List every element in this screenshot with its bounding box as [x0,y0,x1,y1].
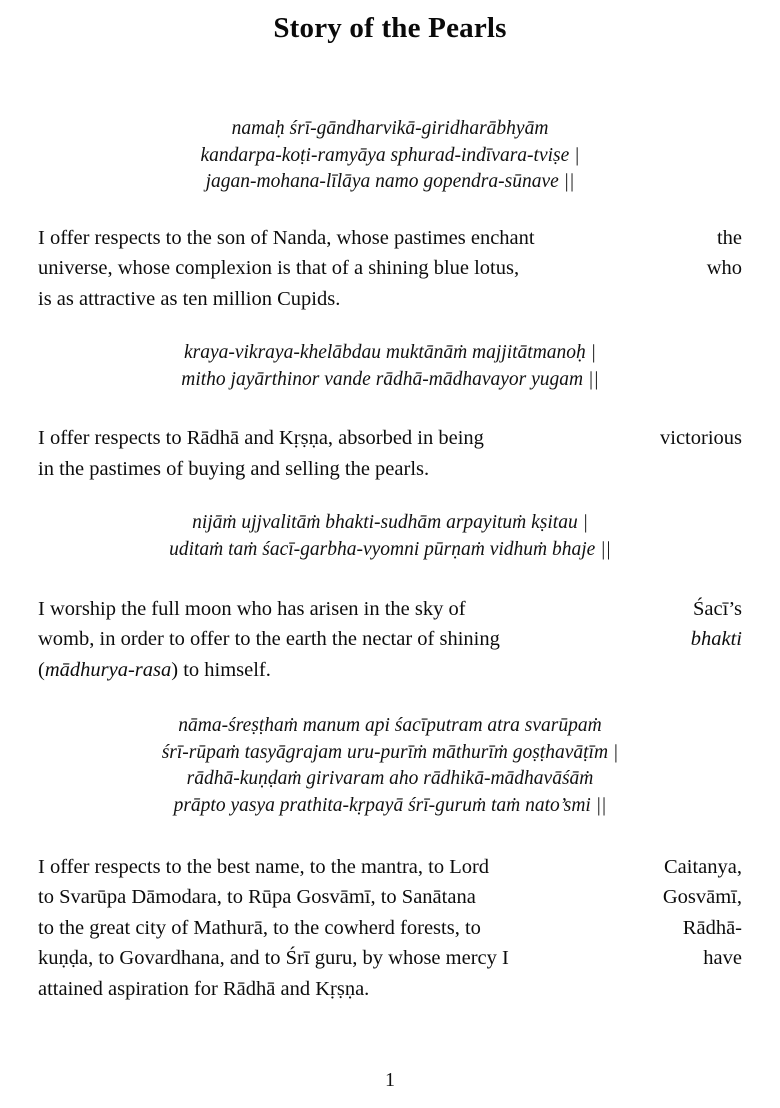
prose-3-line-3: (mādhurya-rasa) to himself. [38,658,271,681]
prose-1-line-2: universe, whose complexion is that of a shining blue lotus, who [38,257,742,280]
prose-2-line-2: in the pastimes of buying and selling the pearls. [38,457,430,480]
prose-4-line-4: kuṇḍa, to Govardhana, and to Śrī guru, by whose mercy I have [38,947,742,970]
prose-paragraph-4 [38,852,742,1005]
verse-3-line-1: nijāṁ ujjvalitāṁ bhakti-sudhām arpayituṁ kṣitau | [192,512,588,534]
prose-3-italic-bhakti: bhakti [690,628,742,651]
verse-block-2 [38,340,742,393]
page-number: 1 [385,1069,395,1091]
prose-1-line-1: I offer respects to the son of Nanda, whose pastimes enchant the [38,226,742,249]
verse-3-line-2: uditaṁ taṁ śacī-garbha-vyomni pūrṇaṁ vidhuṁ bhaje || [169,539,611,561]
prose-4-line-2: to Svarūpa Dāmodara, to Rūpa Gosvāmī, to Sanātana Gosvāmī, [38,886,742,909]
prose-3-line-1: I worship the full moon who has arisen in the sky of Śacī’s [38,597,742,620]
prose-4-line-5: attained aspiration for Rādhā and Kṛṣṇa. [38,977,370,1000]
verse-1-line-3: jagan-mohana-līlāya namo gopendra-sūnave || [205,171,575,193]
prose-paragraph-2 [38,423,742,484]
verse-2-line-1: kraya-vikraya-khelābdau muktānāṁ majjitātmanoḥ | [183,342,597,364]
page-title: Story of the Pearls [273,12,507,44]
verse-4-line-2: śrī-rūpaṁ tasyāgrajam uru-purīṁ māthurīṁ goṣṭhavāṭīm | [161,741,619,763]
verse-block-4 [38,713,742,819]
verse-block-1 [38,116,742,196]
prose-4-line-3: to the great city of Mathurā, to the cowherd forests, to Rādhā- [38,916,742,939]
verse-block-3 [38,510,742,563]
text-column [38,108,742,1004]
prose-4-line-1: I offer respects to the best name, to the mantra, to Lord Caitanya, [38,855,742,878]
prose-3-line-2: womb, in order to offer to the earth the nectar of shining bhakti [38,624,742,655]
prose-paragraph-3 [38,594,742,686]
prose-1-line-3: is as attractive as ten million Cupids. [38,287,341,310]
verse-4-line-4: prāpto yasya prathita-kṛpayā śrī-guruṁ taṁ nato’smi || [173,794,607,816]
verse-1-line-1: namaḥ śrī-gāndharvikā-giridharābhyām [231,118,549,139]
verse-2-line-2: mitho jayārthinor vande rādhā-mādhavayor yugam || [181,368,599,390]
prose-2-line-1: I offer respects to Rādhā and Kṛṣṇa, absorbed in being victorious [38,427,742,450]
verse-1-line-2: kandarpa-koṭi-ramyāya sphurad-indīvara-tviṣe | [200,144,580,166]
verse-4-line-3: rādhā-kuṇḍaṁ girivaram aho rādhikā-mādhavāśāṁ [186,768,594,790]
prose-3-italic-madhurya-rasa: mādhurya-rasa [44,658,172,681]
prose-paragraph-1 [38,223,742,315]
verse-4-line-1: nāma-śreṣṭhaṁ manum api śacīputram atra svarūpaṁ [178,715,602,737]
